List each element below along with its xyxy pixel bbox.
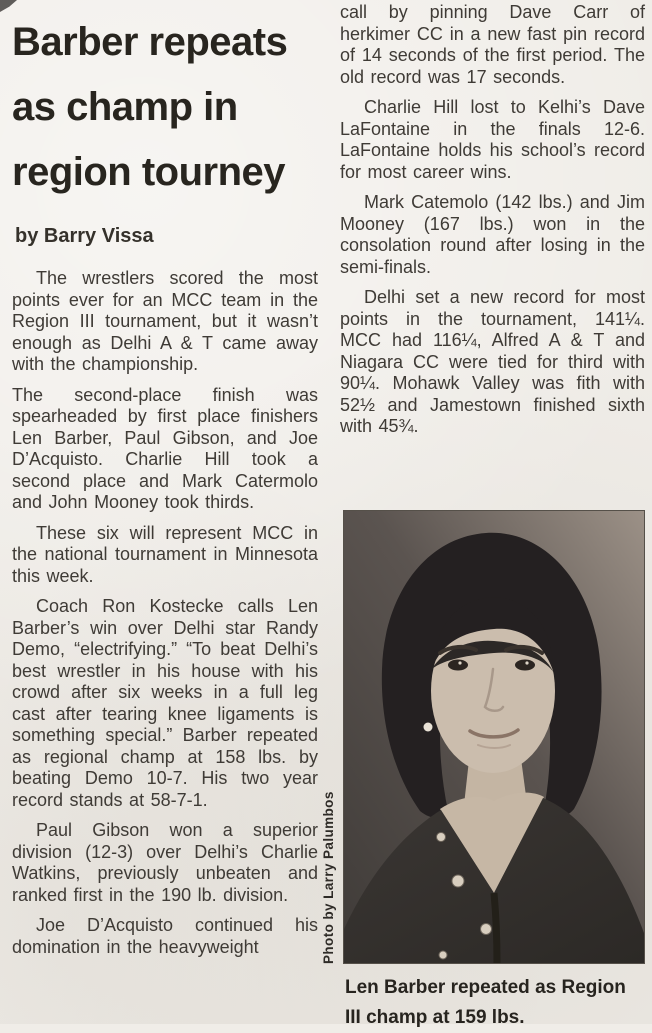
right-eye	[515, 660, 535, 671]
article-paragraph: The wrestlers scored the most points ever for an MCC team in the Region III tournament, but it wasn’t enough as Delhi A & T came away with the championship.	[12, 268, 318, 374]
headline-line-2: as champ in	[12, 85, 238, 129]
shirt-button	[481, 924, 492, 935]
photo-credit: Photo by Larry Palumbos	[321, 791, 336, 964]
article-paragraph: Paul Gibson won a superior division (12-3) over Delhi’s Charlie Watkins, previously unbeaten and ranked first in the 190 lb. division.	[12, 820, 318, 905]
article-paragraph: Coach Ron Kostecke calls Len Barber’s win over Delhi star Randy Demo, “electrifying.” “To beat Delhi’s best wrestler in his house with his crowd after six weeks in a full leg cast after tearing knee ligaments is something special.” Barber repeated as regional champ at 158 lbs. by beating Demo 10-7. His two year record stands at 58-7-1.	[12, 596, 318, 810]
article-paragraph: call by pinning Dave Carr of herkimer CC in a new fast pin record of 14 seconds of the first period. The old record was 17 seconds.	[340, 2, 645, 87]
photo-caption-line-2: III champ at 159 lbs.	[345, 1007, 525, 1028]
article-paragraph: Mark Catemolo (142 lbs.) and Jim Mooney (167 lbs.) won in the consolation round after losing in the semi-finals.	[340, 192, 645, 277]
headline-line-1: Barber repeats	[12, 20, 288, 64]
article-paragraph: Charlie Hill lost to Kelhi’s Dave LaFontaine in the finals 12-6. LaFontaine holds his school’s record for most career wins.	[340, 97, 645, 182]
article-paragraph: These six will represent MCC in the national tournament in Minnesota this week.	[12, 522, 318, 586]
left-eye-glint	[458, 661, 461, 664]
article-paragraph: Joe D’Acquisto continued his domination in the heavyweight	[12, 915, 318, 957]
earring-highlight	[424, 723, 433, 732]
left-column	[12, 10, 318, 967]
article-paragraph: Delhi set a new record for most points in the tournament, 141¼. MCC had 116¼, Alfred A & T and Niagara CC were tied for third with 90¼. Mohawk Valley was fith with 52½ and Jamestown finished sixth with 45¾.	[340, 287, 645, 436]
right-column	[340, 2, 645, 447]
byline: by Barry Vissa	[15, 225, 154, 247]
photo-len-barber	[344, 511, 644, 963]
right-eye-glint	[525, 661, 528, 664]
shirt-placket	[494, 893, 497, 963]
photo-caption-line-1: Len Barber repeated as Region	[345, 977, 626, 998]
portrait-illustration	[344, 511, 644, 963]
shirt-button	[437, 833, 446, 842]
headline-line-3: region tourney	[12, 150, 286, 194]
article-paragraph: The second-place finish was spearheaded by first place finishers Len Barber, Paul Gibson, and Joe D’Acquisto. Charlie Hill took a second place and Mark Catermolo and John Mooney took thirds.	[12, 384, 318, 512]
shirt-button	[439, 951, 447, 959]
left-eye	[448, 660, 468, 671]
headline	[12, 10, 318, 205]
photo-caption	[345, 973, 647, 1033]
shirt-button	[452, 875, 464, 887]
